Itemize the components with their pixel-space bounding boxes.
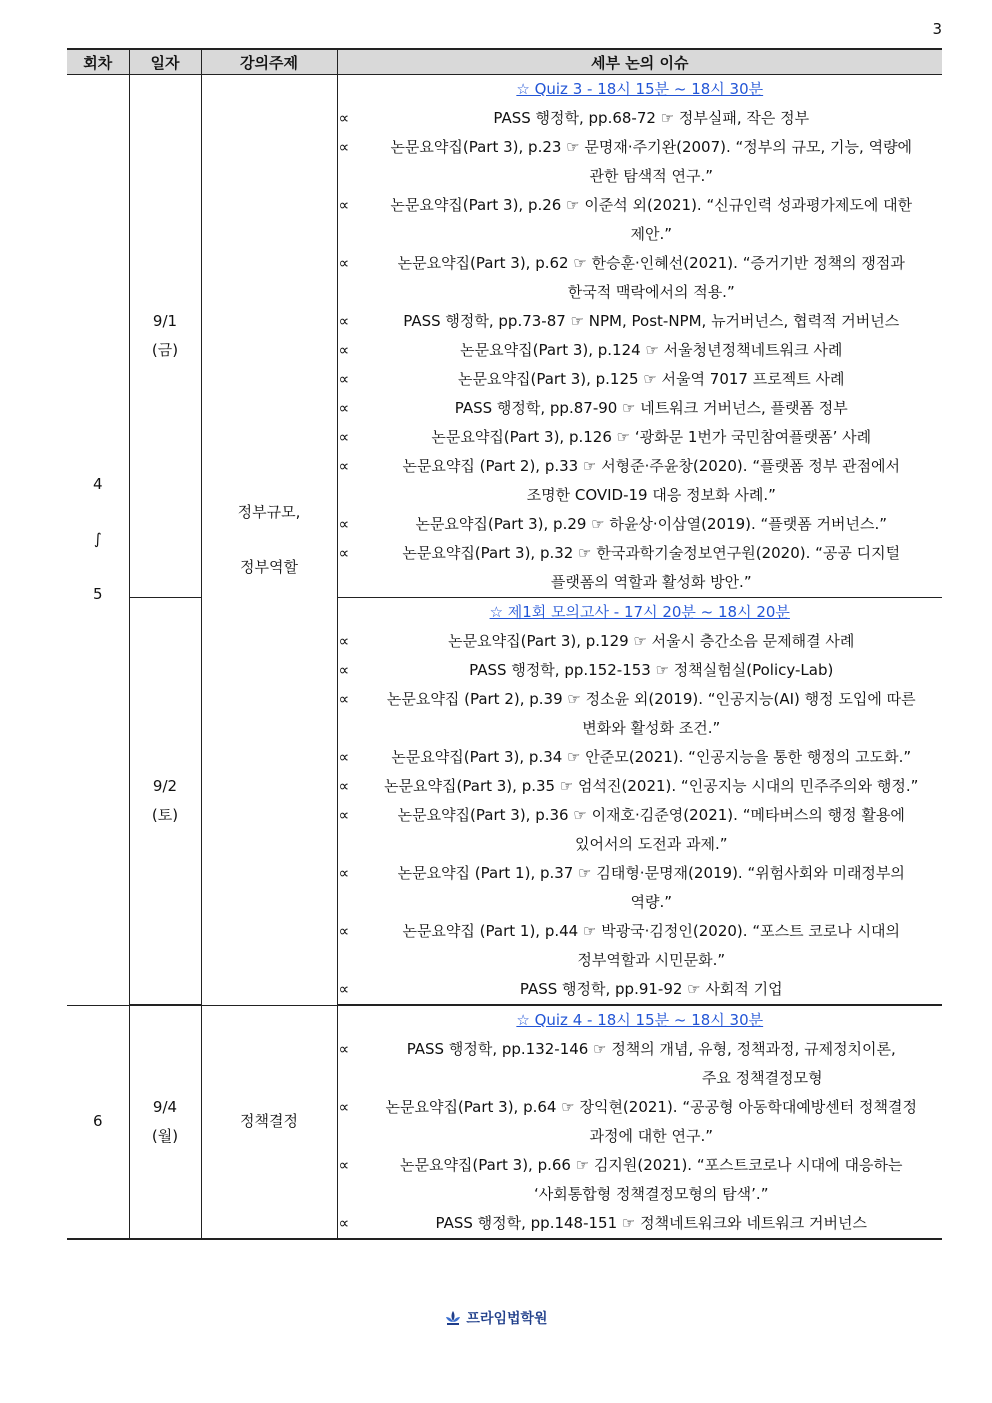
issue-line: PASS 행정학, pp.68-72 ☞ 정부실패, 작은 정부 [493,109,810,127]
issue-text [361,1035,943,1093]
topic-cell [201,75,337,1006]
issue-text [361,801,943,859]
issue-line: 있어서의 도전과 과제.” [575,835,728,853]
issue-item [338,249,943,307]
date-weekday: (토) [151,806,179,824]
date-cell [129,598,201,1006]
round-number: 4 [92,475,103,494]
date-cell [129,1005,201,1239]
header-date: 일자 [129,49,201,75]
issue-item [338,801,943,859]
issue-item [338,1151,943,1209]
quiz-heading: ☆ Quiz 3 - 18시 15분 ~ 18시 30분 [516,80,764,98]
round-number: 5 [92,585,103,604]
issue-text [361,249,943,307]
issue-text [361,133,943,191]
issue-item [338,104,943,133]
issue-item [338,1093,943,1151]
lotus-icon [444,1309,462,1327]
bullet-symbol: ∝ [338,922,350,940]
header-round: 회차 [67,49,129,75]
issue-text [361,685,943,743]
issue-line: PASS 행정학, pp.152-153 ☞ 정책실험실(Policy-Lab) [469,661,834,679]
issue-line: PASS 행정학, pp.132-146 ☞ 정책의 개념, 유형, 정책과정, 규제정치이론, [406,1040,896,1058]
bullet-symbol: ∝ [338,399,350,417]
header-topic: 강의주제 [201,49,337,75]
issue-line: 논문요약집(Part 3), p.125 ☞ 서울역 7017 프로젝트 사례 [458,370,845,388]
issue-text [361,1151,943,1209]
issue-line: 논문요약집 (Part 1), p.37 ☞ 김태형·문명재(2019). “위험사회와 미래정부의 [397,864,905,882]
issues-cell [337,598,942,1006]
issue-item [338,365,943,394]
bullet-symbol: ∝ [338,777,350,795]
issue-text [361,191,943,249]
table-row [67,598,942,1006]
bullet-symbol: ∝ [338,661,350,679]
topic-cell [201,1005,337,1239]
issue-line: 논문요약집(Part 3), p.64 ☞ 장익현(2021). “공공형 아동학대예방센터 정책결정 [385,1098,918,1116]
issue-item [338,656,943,685]
table-row [67,1005,942,1239]
bullet-symbol: ∝ [338,632,350,650]
issue-line: 역량.” [630,893,673,911]
topic-line: 정부역할 [240,557,298,576]
round-cell [67,75,129,1006]
issue-line: PASS 행정학, pp.148-151 ☞ 정책네트워크와 네트워크 거버넌스 [435,1214,868,1232]
bullet-symbol: ∝ [338,1098,350,1116]
issue-item [338,1035,943,1093]
issue-item [338,510,943,539]
issue-line: PASS 행정학, pp.91-92 ☞ 사회적 기업 [519,980,783,998]
issue-item [338,975,943,1004]
round-number: 6 [92,1112,103,1131]
bullet-symbol: ∝ [338,748,350,766]
issue-item [338,307,943,336]
header-issues: 세부 논의 이슈 [337,49,942,75]
issue-text [361,1209,943,1238]
issue-line: 논문요약집 (Part 2), p.33 ☞ 서형준·주윤창(2020). “플랫폼 정부 관점에서 [402,457,901,475]
issue-line: 제안.” [630,225,673,243]
table-row [67,75,942,598]
issue-line: 주요 정책결정모형 [701,1069,823,1087]
round-range-symbol: ∫ [93,530,102,549]
issue-text [361,772,943,801]
issue-line: PASS 행정학, pp.87-90 ☞ 네트워크 거버넌스, 플랫폼 정부 [454,399,848,417]
issue-text [361,307,943,336]
issue-line: 논문요약집 (Part 1), p.44 ☞ 박광국·김정인(2020). “포스트 코로나 시대의 [402,922,901,940]
bullet-symbol: ∝ [338,690,350,708]
bullet-symbol: ∝ [338,806,350,824]
issue-item [338,133,943,191]
issue-text [361,452,943,510]
issue-item [338,685,943,743]
issue-item [338,627,943,656]
bullet-symbol: ∝ [338,109,350,127]
issue-text [361,510,943,539]
issue-line: 논문요약집(Part 3), p.26 ☞ 이준석 외(2021). “신규인력 성과평가제도에 대한 [390,196,913,214]
issue-text [361,394,943,423]
bullet-symbol: ∝ [338,138,350,156]
issues-cell [337,75,942,598]
issue-text [361,365,943,394]
date-day: 9/4 [152,1098,178,1116]
issue-list [338,104,943,597]
issue-text [361,656,943,685]
issue-item [338,917,943,975]
date-weekday: (금) [151,341,179,359]
issue-line: 한국적 맥락에서의 적용.” [567,283,735,301]
issue-line: 논문요약집(Part 3), p.124 ☞ 서울청년정책네트워크 사례 [460,341,843,359]
date-day: 9/2 [152,777,178,795]
bullet-symbol: ∝ [338,980,350,998]
issue-line: 논문요약집(Part 3), p.126 ☞ ‘광화문 1번가 국민참여플랫폼’ 사례 [431,428,872,446]
table-header-row [67,49,942,75]
issue-line: 플랫폼의 역할과 활성화 방안.” [550,573,752,591]
issue-text [361,627,943,656]
issue-text [361,104,943,133]
bullet-symbol: ∝ [338,1214,350,1232]
bullet-symbol: ∝ [338,864,350,882]
issue-list [338,627,943,1004]
bullet-symbol: ∝ [338,196,350,214]
issue-line: 변화와 활성화 조건.” [582,719,721,737]
issue-text [361,859,943,917]
issue-line: ‘사회통합형 정책결정모형의 탐색’.” [534,1185,769,1203]
bullet-symbol: ∝ [338,1156,350,1174]
issues-cell [337,1005,942,1239]
bullet-symbol: ∝ [338,341,350,359]
bullet-symbol: ∝ [338,312,350,330]
topic-line: 정부규모, [237,502,301,521]
issue-line: 정부역할과 시민문화.” [577,951,726,969]
issue-item [338,1209,943,1238]
issue-list [338,1035,943,1238]
issue-line: 논문요약집 (Part 2), p.39 ☞ 정소윤 외(2019). “인공지능(AI) 행정 도입에 따른 [386,690,916,708]
lecture-schedule-table [67,48,942,1240]
issue-text [361,917,943,975]
date-day: 9/1 [152,312,178,330]
issue-line: 논문요약집(Part 3), p.35 ☞ 엄석진(2021). “인공지능 시대의 민주주의와 행정.” [384,777,919,795]
issue-item [338,772,943,801]
issue-line: 조명한 COVID-19 대응 정보화 사례.” [526,486,776,504]
issue-text [361,1093,943,1151]
bullet-symbol: ∝ [338,544,350,562]
issue-item [338,859,943,917]
issue-item [338,539,943,597]
issue-line: PASS 행정학, pp.73-87 ☞ NPM, Post-NPM, 뉴거버넌스, 협력적 거버넌스 [403,312,900,330]
issue-item [338,743,943,772]
date-weekday: (월) [151,1127,179,1145]
issue-item [338,423,943,452]
issue-text [361,539,943,597]
issue-text [361,336,943,365]
issue-line: 논문요약집(Part 3), p.129 ☞ 서울시 층간소음 문제해결 사례 [448,632,855,650]
brand-name: 프라임법학원 [466,1311,548,1327]
issue-line: 논문요약집(Part 3), p.23 ☞ 문명재·주기완(2007). “정부의 규모, 기능, 역량에 [390,138,913,156]
page-number: 3 [932,20,942,38]
issue-line: 논문요약집(Part 3), p.62 ☞ 한승훈·인혜선(2021). “증거기반 정책의 쟁점과 [397,254,905,272]
date-cell [129,75,201,598]
quiz-heading: ☆ Quiz 4 - 18시 15분 ~ 18시 30분 [516,1011,764,1029]
footer-brand [0,1308,992,1328]
issue-line: 논문요약집(Part 3), p.66 ☞ 김지원(2021). “포스트코로나 시대에 대응하는 [399,1156,903,1174]
issue-line: 논문요약집(Part 3), p.32 ☞ 한국과학기술정보연구원(2020). “공공 디지털 [402,544,901,562]
bullet-symbol: ∝ [338,457,350,475]
issue-item [338,394,943,423]
issue-line: 논문요약집(Part 3), p.29 ☞ 하윤상·이삼열(2019). “플랫폼 거버넌스.” [415,515,888,533]
issue-text [361,743,943,772]
bullet-symbol: ∝ [338,370,350,388]
issue-line: 과정에 대한 연구.” [589,1127,713,1145]
issue-line: 논문요약집(Part 3), p.36 ☞ 이재호·김준영(2021). “메타버스의 행정 활용에 [397,806,905,824]
issue-text [361,975,943,1004]
bullet-symbol: ∝ [338,1040,350,1058]
bullet-symbol: ∝ [338,515,350,533]
topic-line: 정책결정 [240,1112,298,1131]
bullet-symbol: ∝ [338,254,350,272]
issue-item [338,336,943,365]
issue-item [338,191,943,249]
issue-line: 논문요약집(Part 3), p.34 ☞ 안준모(2021). “인공지능을 통한 행정의 고도화.” [391,748,912,766]
bullet-symbol: ∝ [338,428,350,446]
issue-line: 관한 탐색적 연구.” [589,167,713,185]
issue-item [338,452,943,510]
quiz-heading: ☆ 제1회 모의고사 - 17시 20분 ~ 18시 20분 [489,603,790,621]
issue-text [361,423,943,452]
round-cell [67,1005,129,1239]
